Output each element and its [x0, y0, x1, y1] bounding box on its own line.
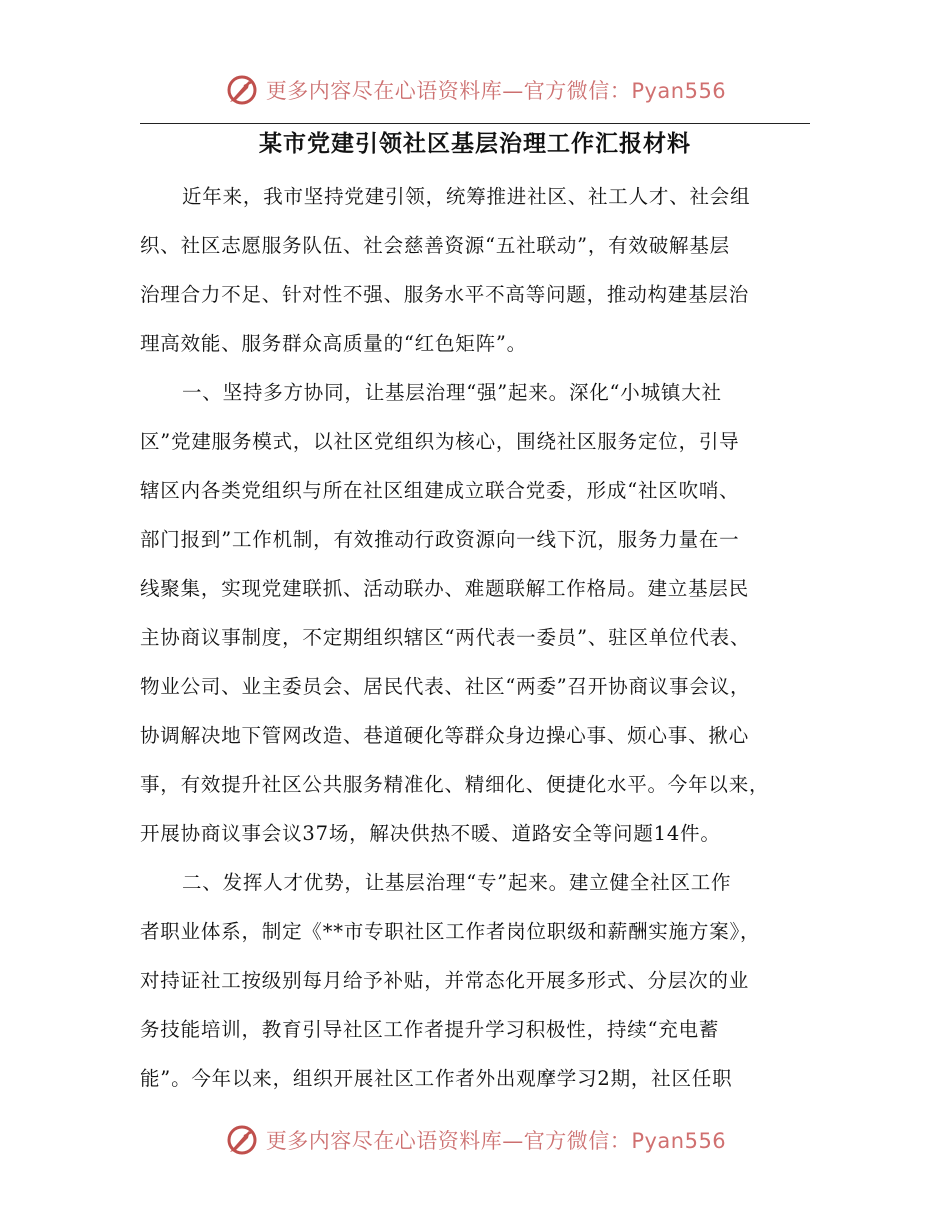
- quill-logo-icon: [224, 72, 260, 108]
- text-line: 一、坚持多方协同，让基层治理“强”起来。深化“小城镇大社: [182, 381, 722, 404]
- document-body: [140, 172, 820, 1103]
- text-line: 务技能培训，教育引导社区工作者提升学习积极性，持续“充电蓄: [140, 1018, 720, 1041]
- header-banner: [0, 68, 950, 112]
- document-title: 某市党建引领社区基层治理工作汇报材料: [259, 130, 691, 157]
- quill-logo-icon: [224, 1122, 260, 1158]
- header-rule: [140, 123, 810, 124]
- text-line: 近年来，我市坚持党建引领，统筹推进社区、社工人才、社会组: [182, 185, 751, 208]
- text-line: 主协商议事制度，不定期组织辖区“两代表一委员”、驻区单位代表、: [140, 626, 751, 649]
- text-line: 部门报到”工作机制，有效推动行政资源向一线下沉，服务力量在一: [140, 528, 740, 551]
- text-line: 二、发挥人才优势，让基层治理“专”起来。建立健全社区工作: [182, 871, 732, 894]
- text-line: 织、社区志愿服务队伍、社会慈善资源“五社联动”，有效破解基层: [140, 234, 730, 257]
- banner-text: [266, 1125, 726, 1155]
- banner-text: [266, 75, 726, 105]
- text-line: 区”党建服务模式，以社区党组织为核心，围绕社区服务定位，引导: [140, 430, 740, 453]
- text-line: 理高效能、服务群众高质量的“红色矩阵”。: [140, 332, 527, 355]
- footer-banner: [0, 1118, 950, 1162]
- text-line: 事，有效提升社区公共服务精准化、精细化、便捷化水平。今年以来，: [140, 773, 770, 796]
- wechat-id: Pyan556: [631, 1129, 727, 1153]
- text-line: 辖区内各类党组织与所在社区组建成立联合党委，形成“社区吹哨、: [140, 479, 740, 502]
- wechat-id: Pyan556: [631, 79, 727, 103]
- text-line: 开展协商议事会议37场，解决供热不暖、道路安全等问题14件。: [140, 822, 721, 845]
- text-line: 物业公司、业主委员会、居民代表、社区“两委”召开协商议事会议，: [140, 675, 751, 698]
- banner-label: 更多内容尽在心语资料库—官方微信：: [265, 1129, 632, 1153]
- text-line: 能”。今年以来，组织开展社区工作者外出观摩学习2期，社区任职: [140, 1067, 733, 1090]
- text-line: 对持证社工按级别每月给予补贴，并常态化开展多形式、分层次的业: [140, 969, 750, 992]
- text-line: 线聚集，实现党建联抓、活动联办、难题联解工作格局。建立基层民: [140, 577, 750, 600]
- text-line: 治理合力不足、针对性不强、服务水平不高等问题，推动构建基层治: [140, 283, 750, 306]
- banner-label: 更多内容尽在心语资料库—官方微信：: [265, 79, 632, 103]
- text-line: 协调解决地下管网改造、巷道硬化等群众身边操心事、烦心事、揪心: [140, 724, 750, 747]
- text-line: 者职业体系，制定《**市专职社区工作者岗位职级和薪酬实施方案》，: [140, 920, 761, 943]
